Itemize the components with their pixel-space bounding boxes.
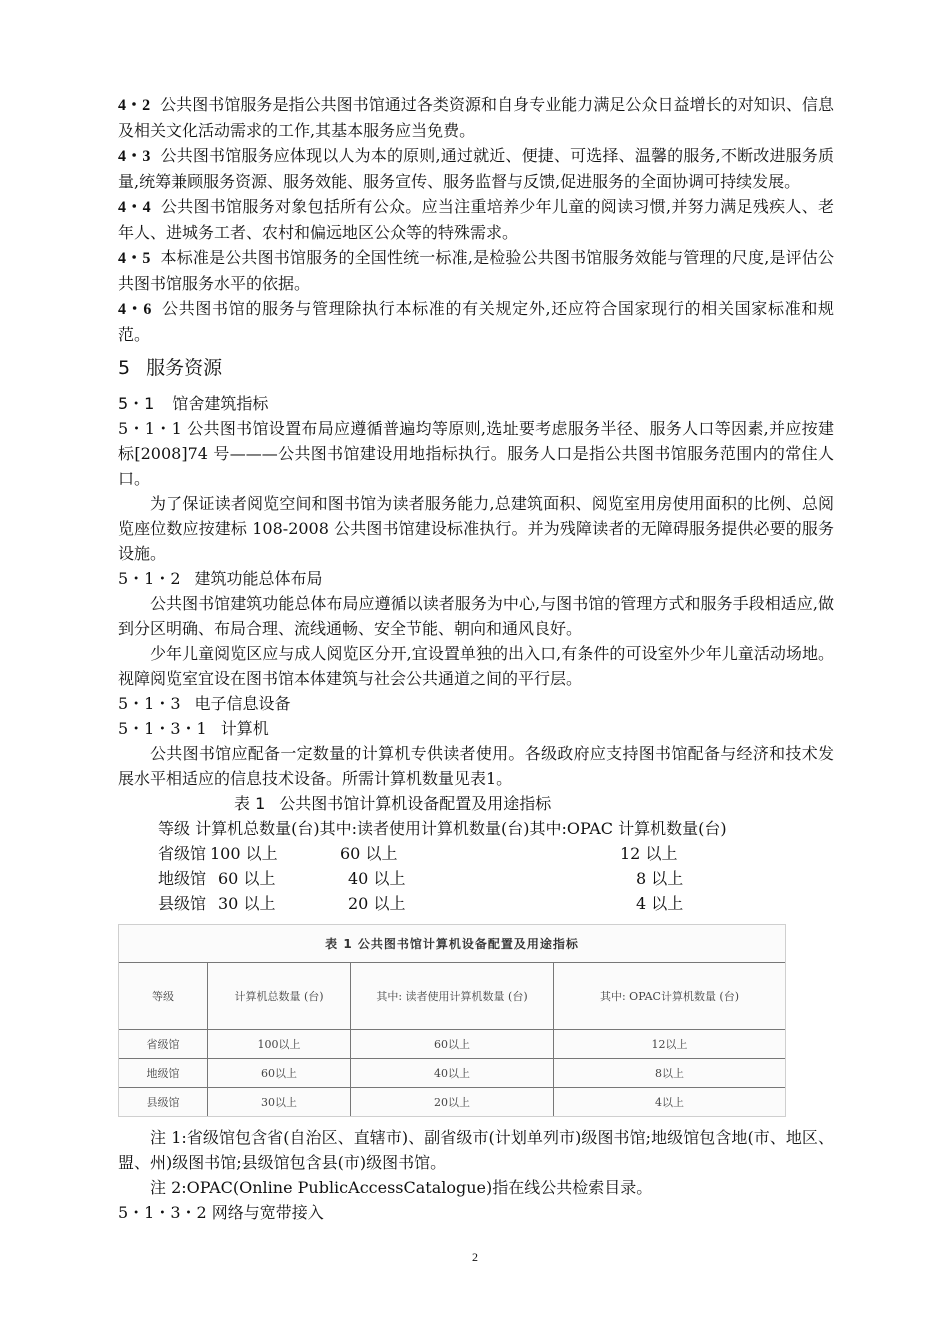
clause-text: 公共图书馆的服务与管理除执行本标准的有关规定外,还应符合国家现行的相关国家标准和规范。: [118, 299, 834, 344]
text-table-cell: 4 以上: [636, 894, 684, 913]
table-cell: 60以上: [208, 1059, 351, 1088]
paragraph-5-1-2-a: 公共图书馆建筑功能总体布局应遵循以读者服务为中心,与图书馆的管理方式和服务手段相适应,做到分区明确、布局合理、流线通畅、安全节能、朝向和通风良好。: [118, 594, 834, 638]
clause-4-3: [118, 143, 834, 194]
text-table-cell: 地级馆: [158, 869, 207, 888]
subsection-5-1-heading: [118, 391, 834, 416]
clause-text: 公共图书馆服务是指公共图书馆通过各类资源和自身专业能力满足公众日益增长的对知识、信息及相关文化活动需求的工作,其基本服务应当免费。: [118, 95, 834, 140]
table-cell: 县级馆: [119, 1088, 208, 1117]
table-cell: 省级馆: [119, 1030, 208, 1059]
section-title: 服务资源: [146, 357, 223, 379]
table-image-grid: [119, 962, 785, 1116]
table-image: [118, 924, 786, 1117]
note-2: 注 2:OPAC(Online PublicAccessCatalogue)指在线公共检索目录。: [150, 1178, 653, 1197]
clause-4-4: [118, 194, 834, 245]
subsection-number: 5・1: [118, 394, 155, 413]
clause-text: 公共图书馆服务对象包括所有公众。应当注重培养少年儿童的阅读习惯,并努力满足残疾人、老年人、进城务工者、农村和偏远地区公众等的特殊需求。: [118, 197, 834, 242]
table-image-title: 表 1 公共图书馆计算机设备配置及用途指标: [325, 937, 579, 951]
table-cell: 20以上: [351, 1088, 554, 1117]
table-header-cell: 等级: [119, 963, 208, 1030]
clause-number: 4・6: [118, 301, 152, 318]
section-number: 5: [118, 357, 131, 379]
table-header-row: [119, 963, 785, 1030]
text-table-row: 省级馆 100 以上 60 以上 12 以上: [118, 841, 834, 866]
subsection-number: 5・1・3: [118, 694, 181, 713]
section-5-heading: [118, 355, 834, 381]
table-row: [119, 1059, 785, 1088]
table-cell: 30以上: [208, 1088, 351, 1117]
table-row: [119, 1030, 785, 1059]
subsection-title: 馆舍建筑指标: [172, 394, 269, 413]
clause-number: 4・4: [118, 199, 151, 216]
document-page: [118, 92, 834, 1225]
table-cell: 12以上: [554, 1030, 786, 1059]
clause-number: 4・5: [118, 250, 151, 267]
text-table-cell: 40 以上: [348, 869, 406, 888]
table-header-cell: 其中: 读者使用计算机数量 (台): [351, 963, 554, 1030]
subsection-5-1-3-2-heading: 5・1・3・2 网络与宽带接入: [118, 1203, 324, 1222]
text-table: [118, 816, 834, 916]
text-table-row: 地级馆 60 以上 40 以上 8 以上: [118, 866, 834, 891]
table-cell: 60以上: [351, 1030, 554, 1059]
text-table-cell: 20 以上: [348, 894, 406, 913]
table-number: 表 1: [234, 794, 266, 813]
subsection-number: 5・1・3・1: [118, 719, 207, 738]
table-cell: 4以上: [554, 1088, 786, 1117]
table-cell: 8以上: [554, 1059, 786, 1088]
clause-4-6: [118, 296, 834, 347]
clause-number: 5・1・1: [118, 419, 182, 438]
table-caption: [118, 791, 834, 816]
table-cell: 地级馆: [119, 1059, 208, 1088]
page-number: 2: [472, 1250, 478, 1264]
clause-text: 公共图书馆服务应体现以人为本的原则,通过就近、便捷、可选择、温馨的服务,不断改进服务质量,统筹兼顾服务资源、服务效能、服务宣传、服务监督与反馈,促进服务的全面协调可持续发展。: [118, 146, 834, 191]
text-table-row: 县级馆 30 以上 20 以上 4 以上: [118, 891, 834, 916]
table-cell: 40以上: [351, 1059, 554, 1088]
paragraph-5-1-2-b: 少年儿童阅览区应与成人阅览区分开,宜设置单独的出入口,有条件的可设室外少年儿童活动场地。视障阅览室宜设在图书馆本体建筑与社会公共通道之间的平行层。: [118, 644, 834, 688]
text-table-cell: 12 以上: [620, 844, 678, 863]
text-table-header: 等级 计算机总数量(台)其中:读者使用计算机数量(台)其中:OPAC 计算机数量(台): [158, 819, 727, 838]
subsection-5-1-2-heading: [118, 566, 834, 591]
subsection-title: 建筑功能总体布局: [194, 569, 323, 588]
clause-number: 4・2: [118, 97, 151, 114]
subsection-title: 计算机: [220, 719, 269, 738]
note-1: 注 1:省级馆包含省(自治区、直辖市)、副省级市(计划单列市)级图书馆;地级馆包含地(市、地区、盟、州)级图书馆;县级馆包含县(市)级图书馆。: [118, 1128, 834, 1172]
table-header-cell: 计算机总数量 (台): [208, 963, 351, 1030]
subsection-5-1-3-1-heading: [118, 716, 834, 741]
clause-text: 公共图书馆设置布局应遵循普遍均等原则,选址要考虑服务半径、服务人口等因素,并应按建标[2008]74 号———公共图书馆建设用地指标执行。服务人口是指公共图书馆服务范围内的常住人口。: [118, 419, 834, 488]
clause-4-2: [118, 92, 834, 143]
subsection-5-1-3-heading: [118, 691, 834, 716]
paragraph-5-1-1-b: 为了保证读者阅览空间和图书馆为读者服务能力,总建筑面积、阅览室用房使用面积的比例、总阅览座位数应按建标 108-2008 公共图书馆建设标准执行。并为残障读者的无障碍服务提供必要的服务设施。: [118, 494, 834, 563]
clause-4-5: [118, 245, 834, 296]
clause-5-1-1: [118, 416, 834, 491]
paragraph-5-1-3-1: 公共图书馆应配备一定数量的计算机专供读者使用。各级政府应支持图书馆配备与经济和技术发展水平相适应的信息技术设备。所需计算机数量见表1。: [118, 744, 834, 788]
text-table-cell: 省级馆: [158, 844, 207, 863]
subsection-title: 电子信息设备: [194, 694, 291, 713]
table-row: [119, 1088, 785, 1117]
subsection-number: 5・1・2: [118, 569, 181, 588]
clause-number: 4・3: [118, 148, 151, 165]
table-title: 公共图书馆计算机设备配置及用途指标: [279, 794, 552, 813]
text-table-cell: 8 以上: [636, 869, 684, 888]
text-table-cell: 县级馆: [158, 894, 207, 913]
clause-text: 本标准是公共图书馆服务的全国性统一标准,是检验公共图书馆服务效能与管理的尺度,是评估公共图书馆服务水平的依据。: [118, 248, 834, 293]
table-cell: 100以上: [208, 1030, 351, 1059]
table-header-cell: 其中: OPAC计算机数量 (台): [554, 963, 786, 1030]
text-table-cell: 60 以上: [340, 844, 398, 863]
